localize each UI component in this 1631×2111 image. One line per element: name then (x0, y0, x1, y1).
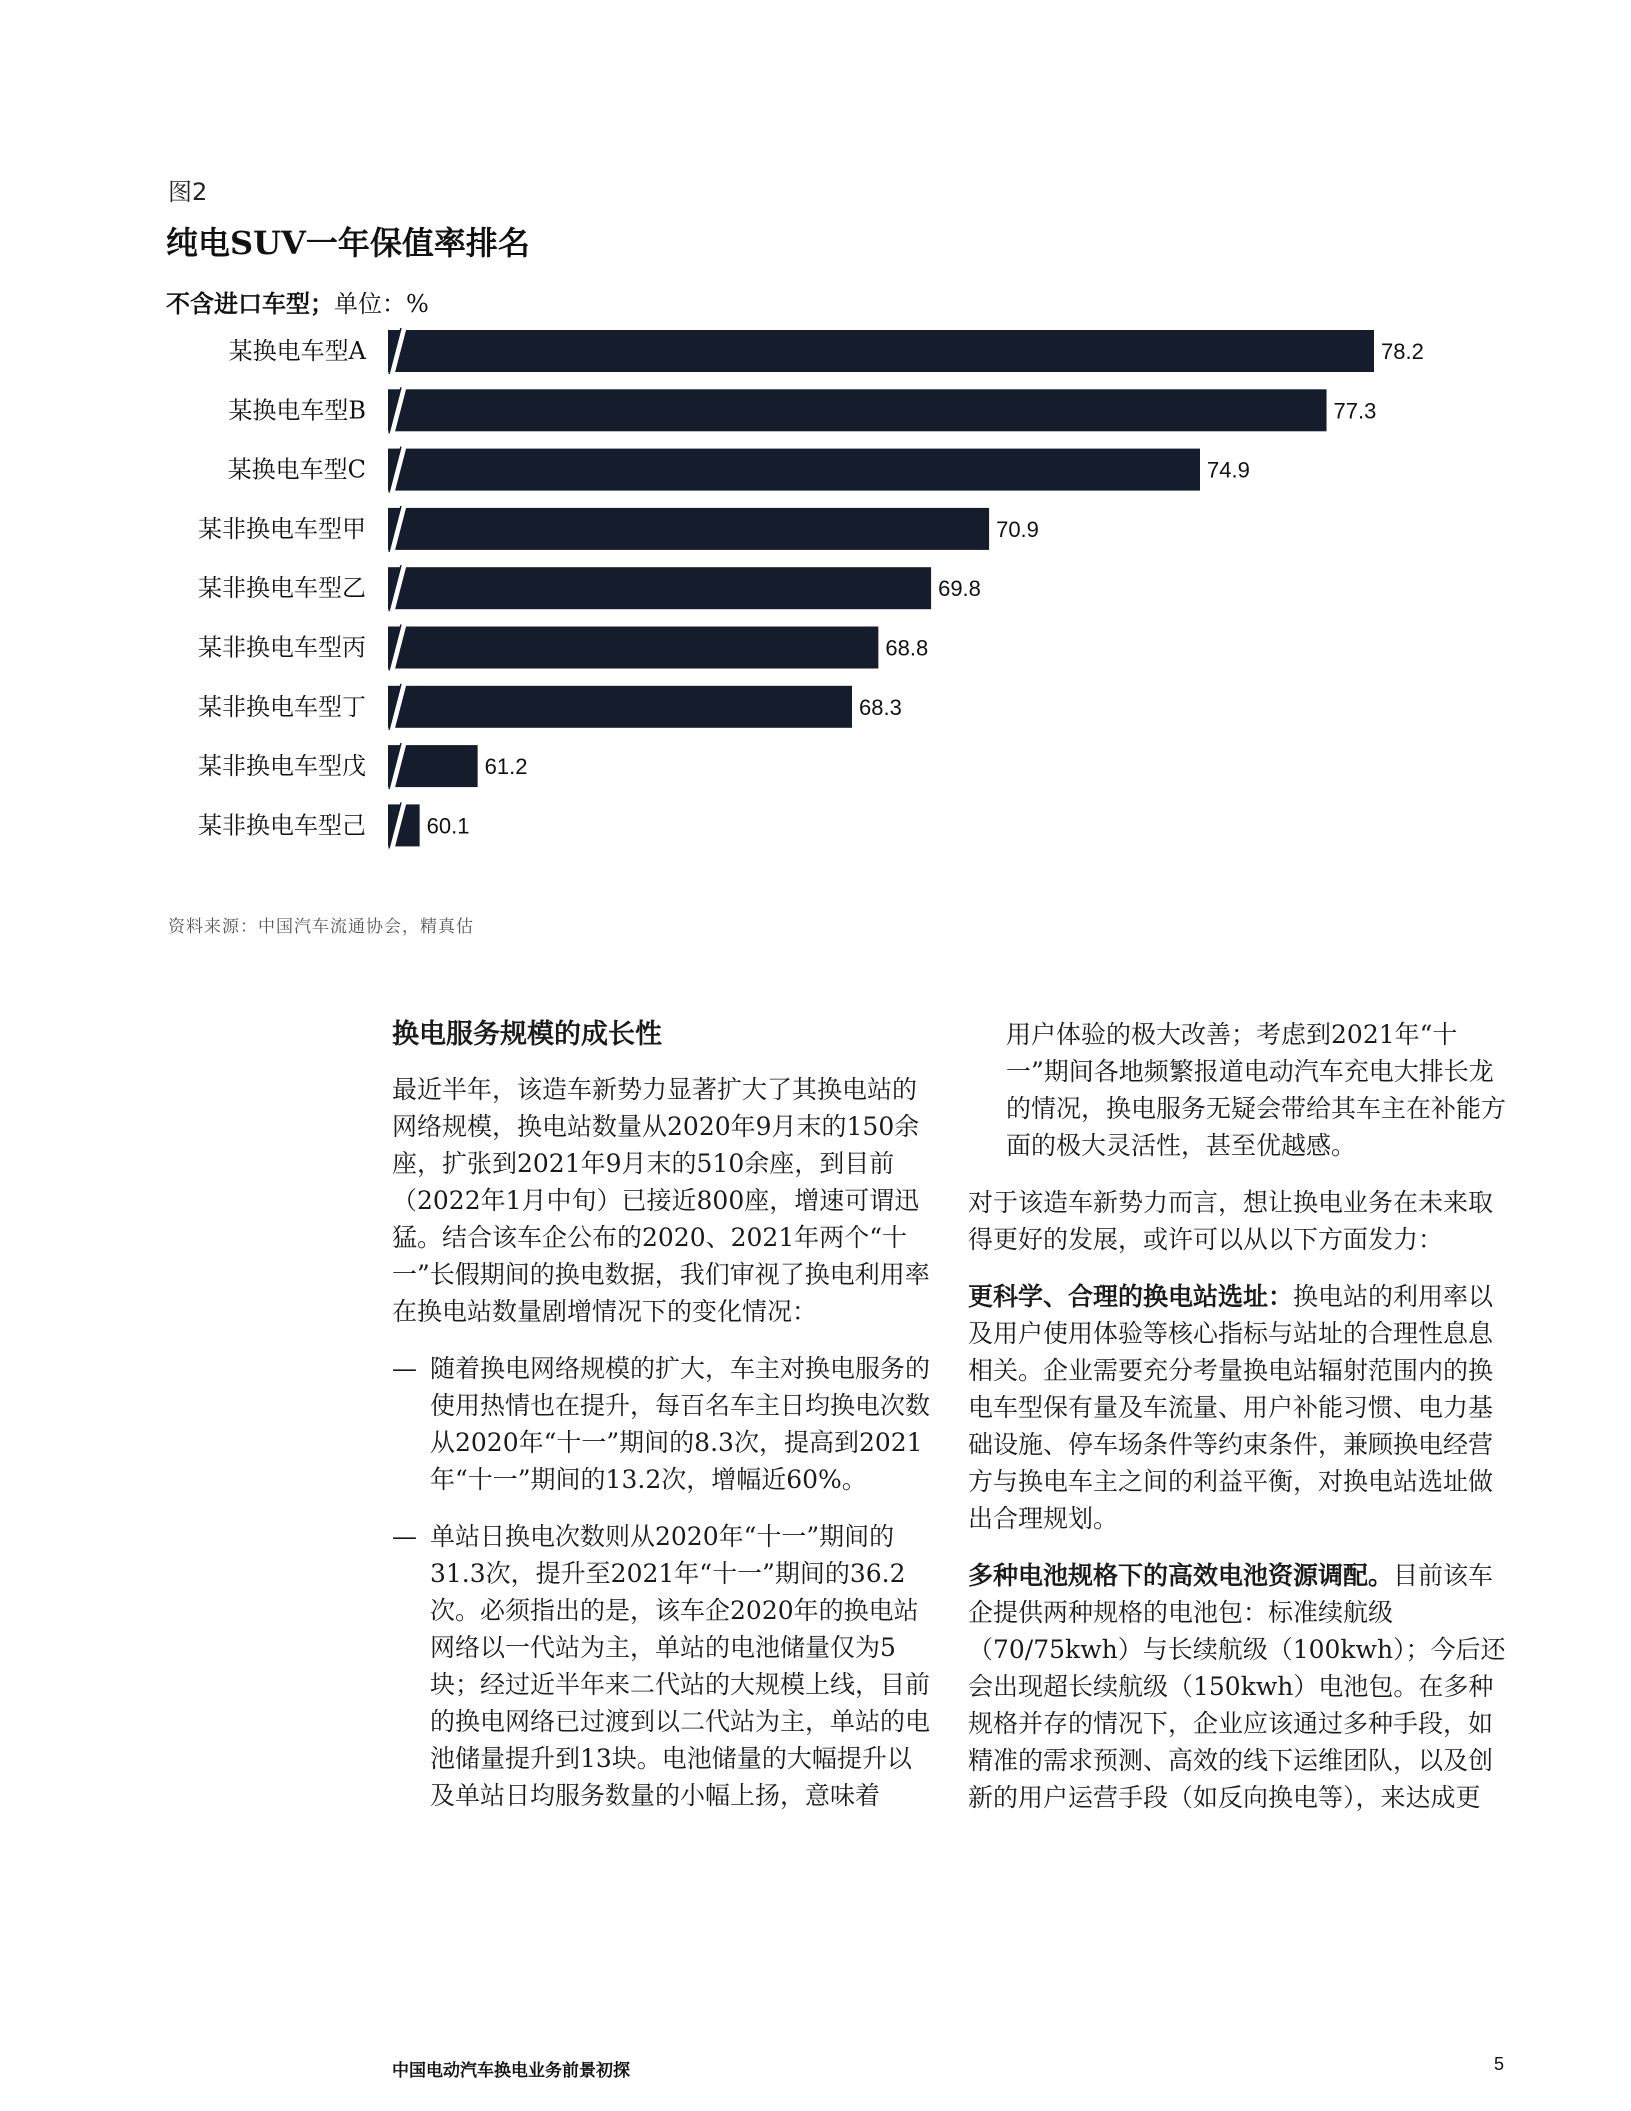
bar (388, 449, 1200, 491)
category-label: 某非换电车型乙 (198, 574, 366, 603)
data-label: 68.8 (885, 635, 929, 661)
figure-subtitle (166, 284, 429, 319)
bullet-dash: — (392, 1354, 417, 1383)
footer-title: 中国电动汽车换电业务前景初探 (392, 2061, 630, 2081)
bullet-dash: — (392, 1522, 417, 1551)
bar (388, 686, 852, 728)
bar (388, 330, 1374, 372)
bar (388, 567, 931, 609)
intro-paragraph: 最近半年，该造车新势力显著扩大了其换电站的网络规模，换电站数量从2020年9月末的150余座，扩张到2021年9月末的510余座，到目前（2022年1月中旬）已接近800座，增速可谓迅猛。结合该车企公布的2020、2021年两个“十一”长假期间的换电数据，我们审视了换电利用率在换电站数量剧增情况下的变化情况： (392, 1075, 930, 1326)
category-label: 某非换电车型甲 (198, 514, 366, 543)
paragraph-body: 目前该车企提供两种规格的电池包：标准续航级（70/75kwh）与长续航级（100kwh）；今后还会出现超长续航级（150kwh）电池包。在多种规格并存的情况下，企业应该通过多种手段，如精准的需求预测、高效的线下运维团队，以及创新的用户运营手段（如反向换电等），来达成更 (968, 1561, 1506, 1812)
bar-chart (0, 320, 1631, 880)
page-number: 5 (1494, 2054, 1505, 2074)
data-label: 60.1 (426, 813, 470, 839)
data-label: 69.8 (938, 576, 981, 602)
article-left-column (392, 1016, 932, 1834)
data-label: 68.3 (859, 694, 902, 720)
article-right-column (968, 1016, 1516, 1836)
bullet-item (392, 1350, 932, 1498)
paragraph-lead: 更科学、合理的换电站选址： (968, 1282, 1294, 1311)
paragraph-battery-dispatch (968, 1557, 1516, 1816)
figure-subtitle-unit: 单位：% (334, 290, 429, 318)
bar (388, 627, 878, 669)
paragraph: 对于该造车新势力而言，想让换电业务在未来取得更好的发展，或许可以从以下方面发力： (968, 1188, 1494, 1254)
category-label: 某换电车型B (228, 396, 366, 425)
data-label: 70.9 (996, 516, 1039, 542)
category-label: 某非换电车型戊 (198, 752, 366, 781)
data-label: 78.2 (1381, 339, 1424, 364)
category-label: 某非换电车型己 (198, 811, 366, 840)
paragraph-lead: 多种电池规格下的高效电池资源调配。 (968, 1561, 1394, 1590)
data-label: 77.3 (1333, 398, 1377, 424)
bullet-text: 随着换电网络规模的扩大，车主对换电服务的使用热情也在提升，每百名车主日均换电次数从2020年“十一”期间的8.3次，提高到2021年“十一”期间的13.2次，增幅近60%。 (430, 1354, 931, 1494)
category-label: 某换电车型C (227, 455, 366, 484)
bullet-text: 单站日换电次数则从2020年“十一”期间的31.3次，提升至2021年“十一”期间的36.2次。必须指出的是，该车企2020年的换电站网络以一代站为主，单站的电池储量仅为5块；经过近半年来二代站的大规模上线，目前的换电网络已过渡到以二代站为主，单站的电池储量提升到13块。电池储量的大幅提升以及单站日均服务数量的小幅上扬，意味着 (430, 1522, 931, 1810)
category-label: 某非换电车型丁 (198, 692, 366, 721)
paragraph-site-selection (968, 1278, 1516, 1537)
bar (388, 508, 989, 550)
bullet-continuation: 用户体验的极大改善；考虑到2021年“十一”期间各地频繁报道电动汽车充电大排长龙的情况，换电服务无疑会带给其车主在补能方面的极大灵活性，甚至优越感。 (1006, 1020, 1507, 1160)
bullet-item (392, 1518, 932, 1814)
paragraph-body: 换电站的利用率以及用户使用体验等核心指标与站址的合理性息息相关。企业需要充分考量换电站辐射范围内的换电车型保有量及车流量、用户补能习惯、电力基础设施、停车场条件等约束条件，兼顾换电经营方与换电车主之间的利益平衡，对换电站选址做出合理规划。 (968, 1282, 1494, 1533)
category-label: 某换电车型A (228, 337, 366, 365)
data-label: 61.2 (484, 754, 528, 780)
figure-subtitle-bold: 不含进口车型； (166, 289, 334, 318)
figure-label: 图2 (168, 178, 208, 206)
section-heading: 换电服务规模的成长性 (392, 1019, 662, 1050)
bar (388, 389, 1327, 431)
data-label: 74.9 (1207, 457, 1250, 483)
figure-source: 资料来源：中国汽车流通协会，精真估 (168, 917, 474, 937)
figure-title: 纯电SUV一年保值率排名 (166, 224, 530, 262)
category-label: 某非换电车型丙 (198, 633, 366, 662)
